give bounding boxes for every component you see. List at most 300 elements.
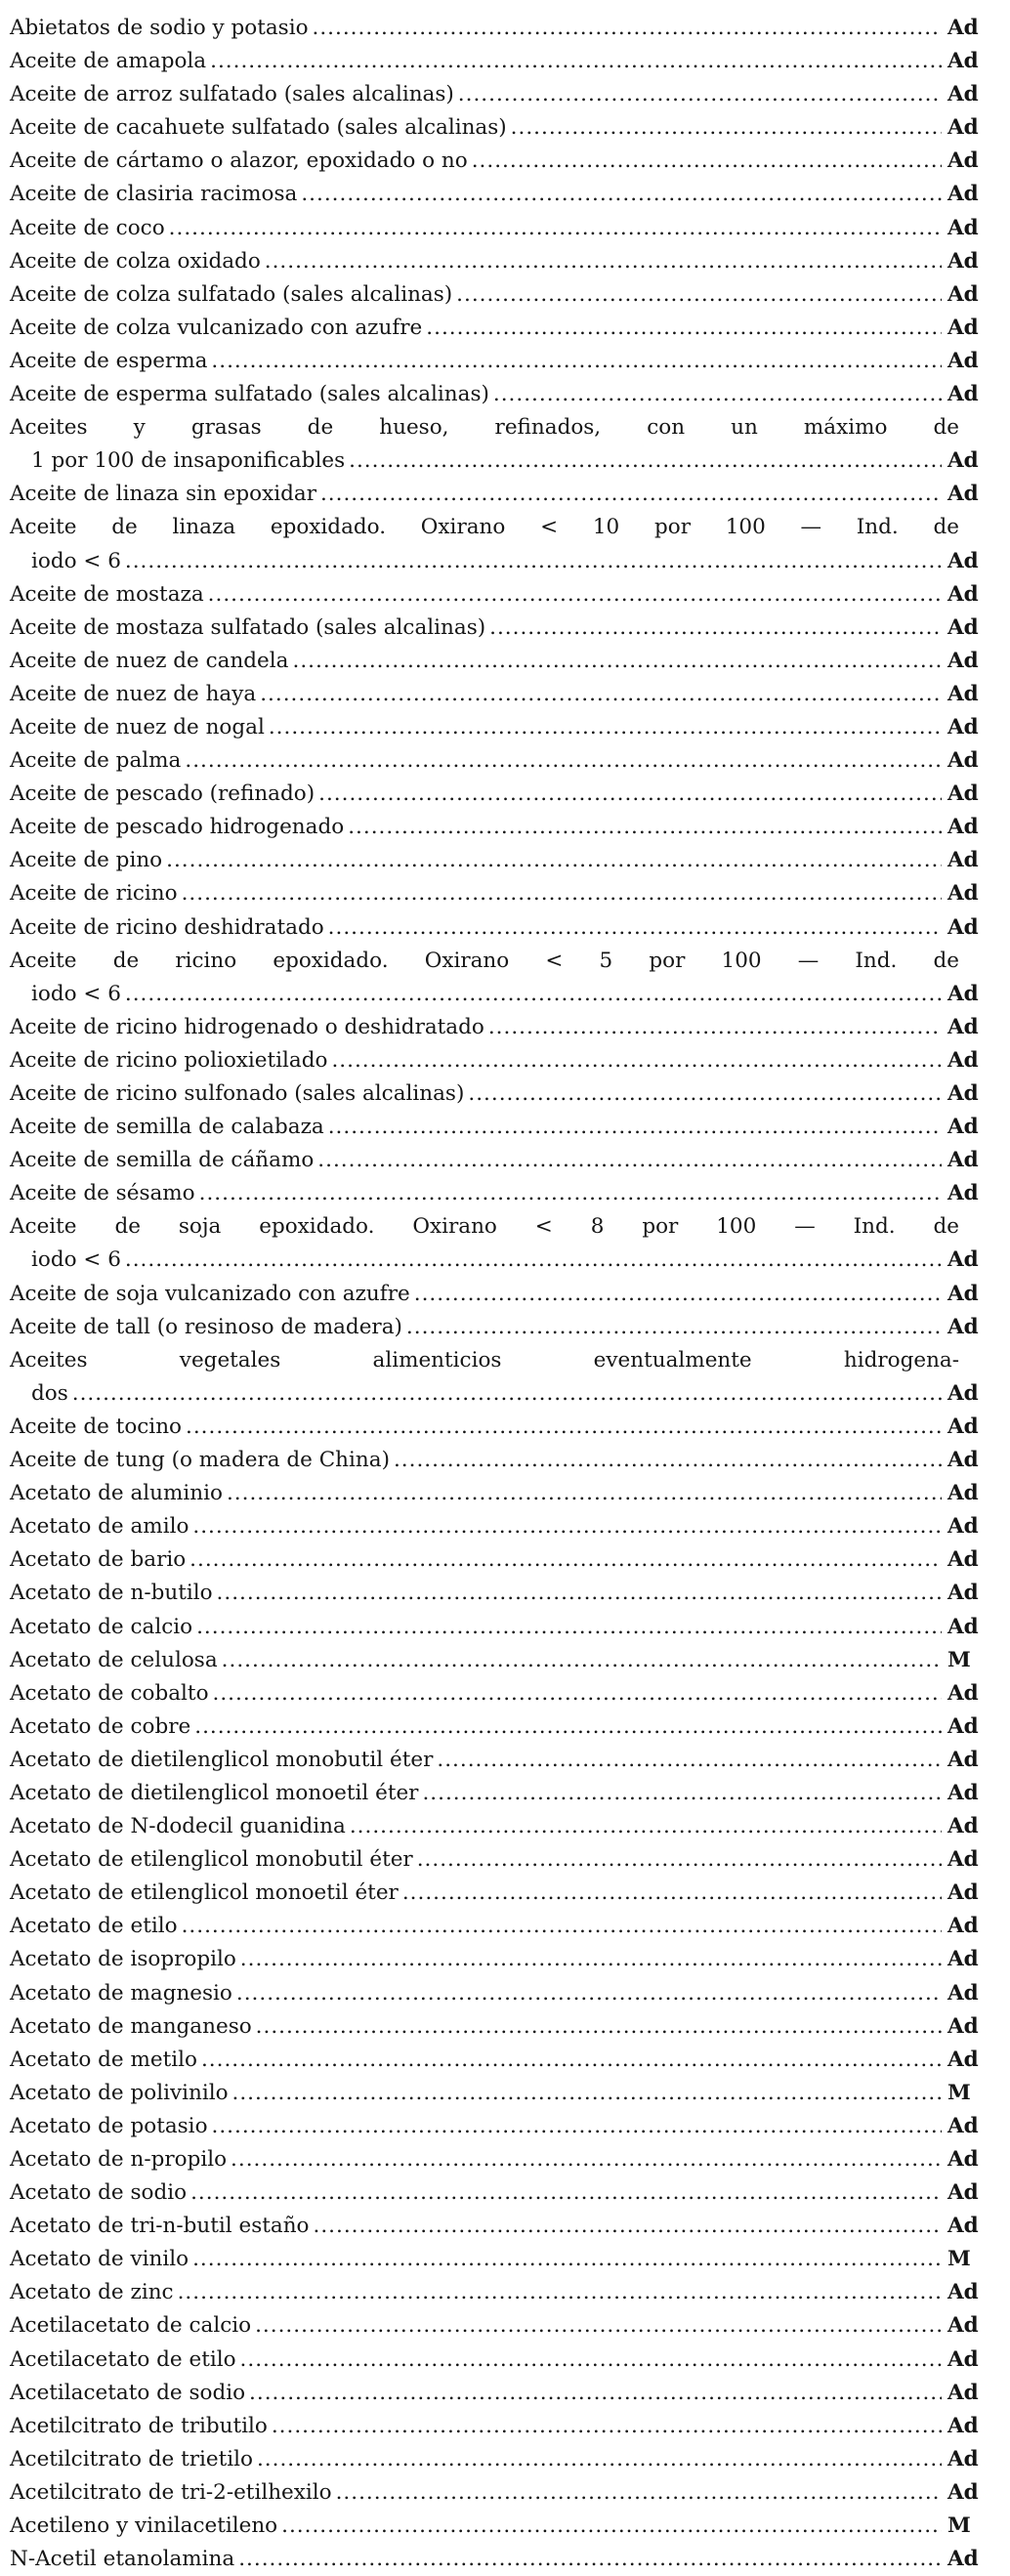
entry-name-line bbox=[10, 478, 996, 511]
entry-name: Acetato de vinilo bbox=[10, 2247, 189, 2272]
entry-name-line bbox=[10, 2210, 996, 2243]
list-item bbox=[10, 1278, 996, 1311]
list-item bbox=[10, 2143, 996, 2176]
dot-leader bbox=[194, 1710, 942, 1744]
dot-leader bbox=[414, 1278, 942, 1311]
list-item bbox=[10, 744, 996, 778]
entry-name-line bbox=[10, 2110, 996, 2143]
dot-leader bbox=[227, 1477, 942, 1510]
dot-leader bbox=[458, 78, 942, 111]
dot-leader bbox=[249, 2377, 942, 2410]
dot-leader bbox=[240, 2344, 942, 2377]
classification-code: Ad bbox=[947, 1947, 979, 1972]
dot-leader bbox=[125, 978, 942, 1011]
entry-name: Acetilacetato de sodio bbox=[10, 2380, 246, 2405]
classification-code: Ad bbox=[947, 148, 979, 174]
entry-name: Acetato de magnesio bbox=[10, 1980, 232, 2006]
dot-leader bbox=[349, 444, 942, 478]
classification-code: Ad bbox=[947, 49, 979, 74]
dot-leader bbox=[314, 2210, 942, 2243]
list-item bbox=[10, 212, 996, 245]
list-item bbox=[10, 2044, 996, 2077]
list-item bbox=[10, 478, 996, 511]
dot-leader bbox=[201, 2044, 942, 2077]
entry-name-line bbox=[10, 2476, 996, 2510]
entry-name: Aceite de tocino bbox=[10, 1414, 182, 1439]
entry-name: Aceite de pino bbox=[10, 848, 163, 873]
list-item bbox=[10, 1644, 996, 1677]
entry-name-line bbox=[10, 1611, 996, 1644]
list-item bbox=[10, 2210, 996, 2243]
dot-leader bbox=[350, 1810, 942, 1843]
dot-leader bbox=[402, 1877, 942, 1910]
classification-code: Ad bbox=[947, 1414, 979, 1439]
list-item bbox=[10, 1444, 996, 1477]
classification-code: Ad bbox=[947, 1481, 979, 1506]
list-item bbox=[10, 578, 996, 612]
classification-code: Ad bbox=[947, 2479, 979, 2505]
entry-name-line bbox=[10, 2510, 996, 2543]
entry-name-line bbox=[10, 378, 996, 411]
classification-code: Ad bbox=[947, 1148, 979, 1173]
entry-name: Acetato de manganeso bbox=[10, 2013, 252, 2039]
dot-leader bbox=[328, 911, 942, 945]
entry-name: Aceite de ricino hidrogenado o deshidratado bbox=[10, 1014, 484, 1039]
dot-leader bbox=[182, 1910, 942, 1943]
entry-name: Aceite de colza sulfatado (sales alcalinas) bbox=[10, 281, 453, 307]
dot-leader bbox=[190, 2176, 942, 2210]
list-item bbox=[10, 811, 996, 844]
classification-code: Ad bbox=[947, 1680, 979, 1706]
dot-leader bbox=[255, 2309, 942, 2343]
dot-leader bbox=[320, 478, 942, 511]
entry-name-line bbox=[10, 1210, 996, 1244]
entry-name-line bbox=[10, 1011, 996, 1044]
entry-name: Acetato de N-dodecil guanidina bbox=[10, 1814, 346, 1839]
classification-code: Ad bbox=[947, 281, 979, 307]
entry-name-line bbox=[10, 1710, 996, 1744]
list-item bbox=[10, 1210, 996, 1277]
entry-name: Acetato de cobre bbox=[10, 1713, 191, 1739]
entry-name: Acetilacetato de calcio bbox=[10, 2313, 252, 2339]
classification-code: Ad bbox=[947, 2013, 979, 2039]
classification-code: Ad bbox=[947, 1980, 979, 2006]
classification-code: Ad bbox=[947, 1115, 979, 1140]
list-item bbox=[10, 778, 996, 811]
entry-name-line bbox=[10, 1177, 996, 1210]
entry-name: Aceite de colza vulcanizado con azufre bbox=[10, 315, 423, 340]
entry-name-line bbox=[10, 711, 996, 744]
entry-name-line bbox=[10, 2143, 996, 2176]
classification-code: Ad bbox=[947, 1314, 979, 1339]
entry-name-line bbox=[10, 78, 996, 111]
list-item bbox=[10, 1543, 996, 1577]
list-item bbox=[10, 511, 996, 577]
classification-code: Ad bbox=[947, 2446, 979, 2471]
list-item bbox=[10, 1877, 996, 1910]
entry-name: Acetato de n-butilo bbox=[10, 1581, 213, 1606]
entry-name-line bbox=[10, 945, 996, 978]
dot-leader bbox=[189, 1543, 942, 1577]
classification-code: Ad bbox=[947, 2113, 979, 2138]
entry-continuation-line bbox=[10, 1377, 996, 1411]
entry-name: Aceite de ricino sulfonado (sales alcalinas) bbox=[10, 1081, 465, 1106]
entry-name-line bbox=[10, 778, 996, 811]
entry-name-line bbox=[10, 2410, 996, 2443]
entry-name-line bbox=[10, 511, 996, 544]
entry-name: Acetato de isopropilo bbox=[10, 1947, 236, 1972]
list-item bbox=[10, 877, 996, 910]
list-item bbox=[10, 2443, 996, 2476]
classification-code: Ad bbox=[947, 614, 979, 640]
entry-name: Acetato de potasio bbox=[10, 2113, 208, 2138]
entry-name: Acetato de cobalto bbox=[10, 1680, 209, 1706]
list-item bbox=[10, 2176, 996, 2210]
entry-name-line bbox=[10, 645, 996, 678]
entry-name-line bbox=[10, 877, 996, 910]
list-item bbox=[10, 1677, 996, 1710]
classification-code: Ad bbox=[947, 1014, 979, 1039]
entry-name: Aceite de cacahuete sulfatado (sales alcalinas) bbox=[10, 115, 507, 141]
dot-leader bbox=[472, 145, 942, 178]
entry-name: Acetato de dietilenglicol monoetil éter bbox=[10, 1780, 419, 1805]
classification-code: Ad bbox=[947, 2047, 979, 2072]
entry-name-line bbox=[10, 212, 996, 245]
classification-code: Ad bbox=[947, 2180, 979, 2206]
dot-leader bbox=[336, 2476, 942, 2510]
list-item bbox=[10, 1710, 996, 1744]
dot-leader bbox=[186, 1411, 942, 1444]
dot-leader bbox=[212, 2110, 942, 2143]
list-item bbox=[10, 2510, 996, 2543]
dot-leader bbox=[260, 678, 942, 711]
entry-name: Aceite de pescado hidrogenado bbox=[10, 815, 345, 840]
dot-leader bbox=[313, 12, 942, 45]
entry-name-line bbox=[10, 312, 996, 345]
list-item bbox=[10, 345, 996, 378]
entry-name-line bbox=[10, 811, 996, 844]
dot-leader bbox=[210, 45, 942, 78]
classification-code: Ad bbox=[947, 2214, 979, 2239]
entry-name-line bbox=[10, 1543, 996, 1577]
classification-code: Ad bbox=[947, 781, 979, 807]
list-item bbox=[10, 1777, 996, 1810]
entry-name-line bbox=[10, 1877, 996, 1910]
dot-leader bbox=[394, 1444, 942, 1477]
classification-code: Ad bbox=[947, 215, 979, 240]
list-item bbox=[10, 1843, 996, 1877]
entry-name: Aceite de mostaza bbox=[10, 581, 204, 607]
classification-code: Ad bbox=[947, 648, 979, 673]
classification-code: Ad bbox=[947, 2147, 979, 2172]
entry-name-line bbox=[10, 578, 996, 612]
list-item bbox=[10, 2476, 996, 2510]
entry-name-line bbox=[10, 1111, 996, 1144]
dot-leader bbox=[437, 1744, 942, 1777]
entry-name: iodo < 6 bbox=[31, 981, 121, 1006]
entry-name-line bbox=[10, 1278, 996, 1311]
entry-name-line bbox=[10, 178, 996, 211]
list-item bbox=[10, 145, 996, 178]
dot-leader bbox=[238, 2543, 942, 2576]
entry-name-line bbox=[10, 2309, 996, 2343]
classification-code: Ad bbox=[947, 16, 979, 40]
entry-continuation-line bbox=[10, 444, 996, 478]
list-item bbox=[10, 378, 996, 411]
dot-leader bbox=[348, 811, 942, 844]
entry-name: Acetilcitrato de tri-2-etilhexilo bbox=[10, 2479, 332, 2505]
classification-code: Ad bbox=[947, 1914, 979, 1939]
entry-name-line bbox=[10, 1477, 996, 1510]
entry-name-line bbox=[10, 1444, 996, 1477]
entry-name-line bbox=[10, 2276, 996, 2309]
entry-name: Acetato de tri-n-butil estaño bbox=[10, 2214, 310, 2239]
list-item bbox=[10, 178, 996, 211]
entry-name-line bbox=[10, 1077, 996, 1111]
classification-code: Ad bbox=[947, 1081, 979, 1106]
classification-code: Ad bbox=[947, 2380, 979, 2405]
dot-leader bbox=[426, 312, 942, 345]
entry-name: Aceite de tung (o madera de China) bbox=[10, 1448, 390, 1473]
list-item bbox=[10, 1910, 996, 1943]
list-item bbox=[10, 2010, 996, 2044]
entry-name: Aceite de nuez de candela bbox=[10, 648, 289, 673]
entry-name: Aceite de esperma bbox=[10, 348, 208, 373]
classification-code: Ad bbox=[947, 548, 979, 573]
entry-name: iodo < 6 bbox=[31, 1247, 121, 1273]
classification-code: Ad bbox=[947, 1514, 979, 1540]
entry-name-line bbox=[10, 2443, 996, 2476]
entry-name: Acetato de calcio bbox=[10, 1614, 193, 1639]
classification-code: Ad bbox=[947, 448, 979, 474]
dot-leader bbox=[488, 1011, 942, 1044]
entry-name: 1 por 100 de insaponificables bbox=[31, 448, 346, 474]
list-item bbox=[10, 2377, 996, 2410]
entry-name: Acetato de zinc bbox=[10, 2280, 174, 2305]
classification-code: Ad bbox=[947, 248, 979, 274]
classification-code: Ad bbox=[947, 748, 979, 774]
entry-name-line bbox=[10, 278, 996, 312]
classification-code: Ad bbox=[947, 848, 979, 873]
list-item bbox=[10, 1344, 996, 1411]
entry-name-line bbox=[10, 911, 996, 945]
classification-code: Ad bbox=[947, 1047, 979, 1073]
entry-name-line bbox=[10, 2044, 996, 2077]
classification-code: M bbox=[947, 2080, 971, 2105]
entry-name: Aceite de amapola bbox=[10, 49, 207, 74]
entry-name: Aceite de semilla de cáñamo bbox=[10, 1148, 315, 1173]
dot-leader bbox=[166, 844, 942, 877]
list-item bbox=[10, 12, 996, 45]
classification-code: Ad bbox=[947, 1880, 979, 1906]
dot-leader bbox=[422, 1777, 942, 1810]
dot-leader bbox=[318, 778, 942, 811]
entry-name-line bbox=[10, 111, 996, 145]
list-item bbox=[10, 1177, 996, 1210]
list-item bbox=[10, 911, 996, 945]
list-item bbox=[10, 678, 996, 711]
classification-code: Ad bbox=[947, 581, 979, 607]
dot-leader bbox=[178, 2276, 942, 2309]
list-item bbox=[10, 1943, 996, 1976]
classification-code: Ad bbox=[947, 115, 979, 141]
classification-code: Ad bbox=[947, 1847, 979, 1873]
entry-name: Acetato de n-propilo bbox=[10, 2147, 228, 2172]
classification-code: Ad bbox=[947, 1581, 979, 1606]
classification-code: M bbox=[947, 2247, 971, 2272]
entry-name-line bbox=[10, 2377, 996, 2410]
dot-leader bbox=[265, 245, 942, 278]
entry-name: Aceite de colza oxidado bbox=[10, 248, 261, 274]
list-item bbox=[10, 645, 996, 678]
classification-code: Ad bbox=[947, 881, 979, 907]
dot-leader bbox=[240, 1943, 942, 1976]
classification-code: Ad bbox=[947, 82, 979, 107]
entry-name: Acetato de metilo bbox=[10, 2047, 197, 2072]
entry-name-line bbox=[10, 45, 996, 78]
entry-name-line bbox=[10, 1510, 996, 1543]
list-item bbox=[10, 312, 996, 345]
entry-name: Aceite de sésamo bbox=[10, 1181, 195, 1206]
entry-name: Aceite de linaza epoxidado. Oxirano < 10 por 100 — Ind. de bbox=[10, 515, 959, 540]
entry-name-line bbox=[10, 145, 996, 178]
entry-name: Aceite de linaza sin epoxidar bbox=[10, 482, 316, 507]
entry-name-line bbox=[10, 345, 996, 378]
entry-name: Aceite de clasiria racimosa bbox=[10, 182, 298, 207]
entry-name: Aceite de esperma sulfatado (sales alcalinas) bbox=[10, 382, 489, 407]
entry-name: Acetilcitrato de trietilo bbox=[10, 2446, 253, 2471]
entry-name: Acetato de celulosa bbox=[10, 1647, 218, 1672]
list-item bbox=[10, 1977, 996, 2010]
entry-name-line bbox=[10, 1777, 996, 1810]
entry-name: Aceite de soja epoxidado. Oxirano < 8 por 100 — Ind. de bbox=[10, 1214, 959, 1240]
list-item bbox=[10, 245, 996, 278]
entry-name: Aceite de ricino epoxidado. Oxirano < 5 por 100 — Ind. de bbox=[10, 948, 959, 973]
entry-name: Aceite de ricino polioxietilado bbox=[10, 1047, 328, 1073]
entry-name: Aceite de mostaza sulfatado (sales alcalinas) bbox=[10, 614, 486, 640]
entry-name: Acetato de sodio bbox=[10, 2180, 188, 2206]
classification-code: Ad bbox=[947, 1247, 979, 1273]
classification-code: Ad bbox=[947, 482, 979, 507]
list-item bbox=[10, 2276, 996, 2309]
classification-code: Ad bbox=[947, 1181, 979, 1206]
entry-name: Abietatos de sodio y potasio bbox=[10, 16, 309, 40]
entry-name-line bbox=[10, 2543, 996, 2576]
entry-name-line bbox=[10, 2243, 996, 2276]
entry-name: Aceite de arroz sulfatado (sales alcalinas) bbox=[10, 82, 454, 107]
entry-name: N-Acetil etanolamina bbox=[10, 2547, 235, 2572]
list-item bbox=[10, 711, 996, 744]
entry-name: Aceite de tall (o resinoso de madera) bbox=[10, 1314, 402, 1339]
classification-code: Ad bbox=[947, 2313, 979, 2339]
list-item bbox=[10, 1044, 996, 1077]
classification-code: Ad bbox=[947, 914, 979, 940]
classification-code: Ad bbox=[947, 382, 979, 407]
dot-leader bbox=[257, 2443, 942, 2476]
entry-name: Acetato de dietilenglicol monobutil éter bbox=[10, 1747, 434, 1772]
dot-leader bbox=[185, 744, 942, 778]
entry-name-line bbox=[10, 411, 996, 444]
classification-code: M bbox=[947, 2513, 971, 2539]
classification-code: Ad bbox=[947, 1547, 979, 1573]
classification-code: Ad bbox=[947, 1814, 979, 1839]
entry-name: Aceite de ricino deshidratado bbox=[10, 914, 324, 940]
entry-name: Acetato de bario bbox=[10, 1547, 187, 1573]
list-item bbox=[10, 1810, 996, 1843]
classification-code: M bbox=[947, 1647, 971, 1672]
list-item bbox=[10, 1311, 996, 1344]
classification-code: Ad bbox=[947, 182, 979, 207]
list-item bbox=[10, 78, 996, 111]
classification-code: Ad bbox=[947, 714, 979, 739]
entry-name: Aceite de pescado (refinado) bbox=[10, 781, 316, 807]
entry-name: dos bbox=[31, 1380, 68, 1406]
entry-name-line bbox=[10, 1843, 996, 1877]
entry-name: Acetato de polivinilo bbox=[10, 2080, 229, 2105]
classification-code: Ad bbox=[947, 681, 979, 706]
entry-name-line bbox=[10, 12, 996, 45]
entry-name: Aceite de nuez de nogal bbox=[10, 714, 265, 739]
list-item bbox=[10, 2077, 996, 2110]
entry-name: Aceite de semilla de calabaza bbox=[10, 1115, 324, 1140]
entry-name-line bbox=[10, 1910, 996, 1943]
list-item bbox=[10, 1411, 996, 1444]
dot-leader bbox=[272, 2410, 942, 2443]
entry-continuation-line bbox=[10, 1244, 996, 1277]
entry-continuation-line bbox=[10, 545, 996, 578]
entry-name-line bbox=[10, 612, 996, 645]
dot-leader bbox=[331, 1044, 942, 1077]
entry-name: Acetilcitrato de tributilo bbox=[10, 2413, 268, 2438]
list-item bbox=[10, 1510, 996, 1543]
entry-name-line bbox=[10, 1644, 996, 1677]
entry-name-line bbox=[10, 678, 996, 711]
list-item bbox=[10, 1744, 996, 1777]
entry-name: Aceite de cártamo o alazor, epoxidado o no bbox=[10, 148, 468, 174]
dot-leader bbox=[417, 1843, 942, 1877]
entry-name-line bbox=[10, 1311, 996, 1344]
entry-name-line bbox=[10, 844, 996, 877]
entry-name-line bbox=[10, 744, 996, 778]
classification-code: Ad bbox=[947, 2280, 979, 2305]
dot-leader bbox=[192, 1510, 942, 1543]
classification-code: Ad bbox=[947, 315, 979, 340]
classification-code: Ad bbox=[947, 1380, 979, 1406]
entry-name-line bbox=[10, 1577, 996, 1610]
dot-leader bbox=[236, 1977, 942, 2010]
dot-leader bbox=[317, 1144, 942, 1177]
list-item bbox=[10, 111, 996, 145]
entry-name-line bbox=[10, 2176, 996, 2210]
classification-code: Ad bbox=[947, 1780, 979, 1805]
entry-continuation-line bbox=[10, 978, 996, 1011]
list-item bbox=[10, 1144, 996, 1177]
entry-name-line bbox=[10, 2077, 996, 2110]
entry-name: Acetato de etilenglicol monoetil éter bbox=[10, 1880, 399, 1906]
dot-leader bbox=[192, 2243, 942, 2276]
classification-code: Ad bbox=[947, 1281, 979, 1306]
dot-leader bbox=[256, 2010, 942, 2044]
classification-code: Ad bbox=[947, 1747, 979, 1772]
dot-leader bbox=[182, 877, 942, 910]
entry-name: Acetato de etilo bbox=[10, 1914, 178, 1939]
entry-name: Aceite de coco bbox=[10, 215, 165, 240]
dot-leader bbox=[217, 1577, 942, 1610]
list-item bbox=[10, 2344, 996, 2377]
list-item bbox=[10, 1077, 996, 1111]
entry-name-line bbox=[10, 1411, 996, 1444]
dot-leader bbox=[493, 378, 942, 411]
